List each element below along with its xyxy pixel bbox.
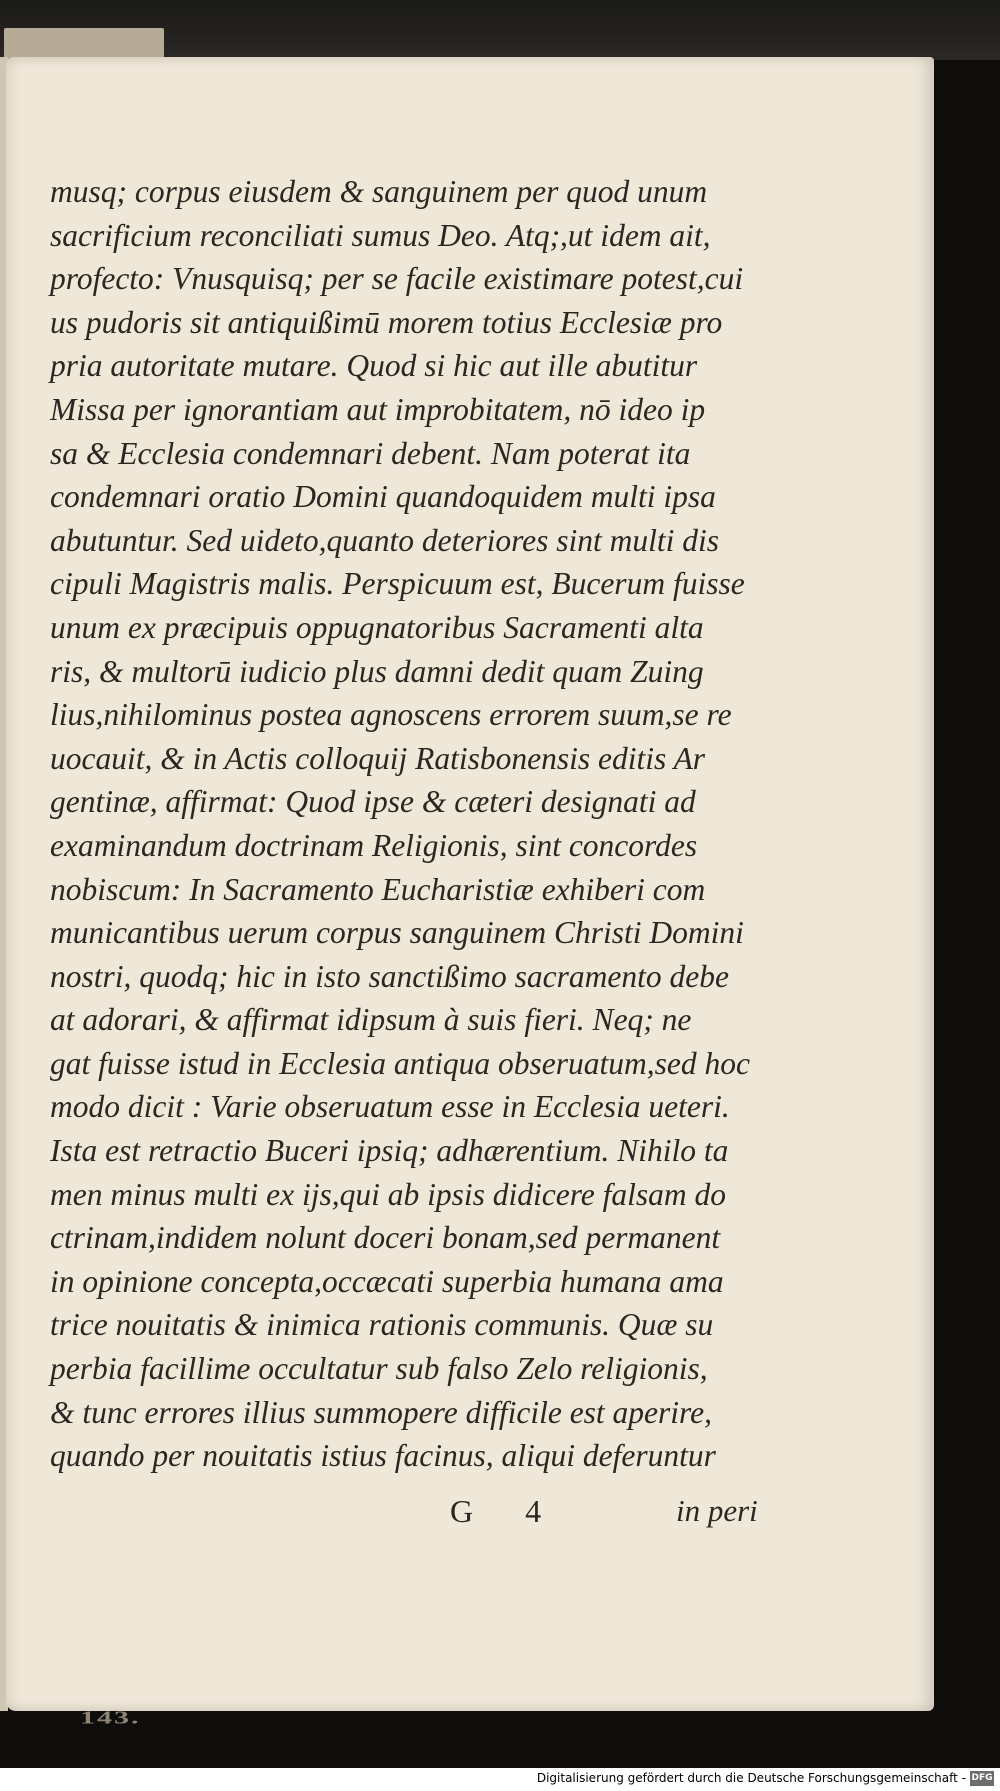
dfg-logo-icon: DFG	[970, 1771, 994, 1786]
text-line: nobiscum: In Sacramento Eucharistiæ exhiberi com	[50, 871, 706, 907]
text-line: trice nouitatis & inimica rationis communis. Quæ su	[50, 1307, 714, 1343]
previous-page-edge	[4, 28, 164, 60]
text-line: quando per nouitatis istius facinus, aliqui deferuntur	[50, 1438, 716, 1474]
text-line: perbia facillime occultatur sub falso Zelo religionis,	[50, 1351, 708, 1387]
text-line: municantibus uerum corpus sanguinem Christi Domini	[50, 915, 744, 951]
text-line: us pudoris sit antiquißimū morem totius Ecclesiæ pro	[50, 304, 723, 340]
catchword: in peri	[676, 1493, 758, 1528]
text-line: Missa per ignorantiam aut improbitatem, nō ideo ip	[50, 391, 706, 427]
text-line: examinandum doctrinam Religionis, sint concordes	[50, 827, 698, 863]
footer-credit-text: Digitalisierung gefördert durch die Deutsche Forschungsgemeinschaft -	[536, 1771, 966, 1785]
text-line: musq; corpus eiusdem & sanguinem per quod unum	[50, 174, 708, 209]
text-line: uocauit, & in Actis colloquij Ratisbonensis editis Ar	[50, 740, 706, 776]
text-line: sa & Ecclesia condemnari debent. Nam poterat ita	[50, 435, 691, 471]
text-line: ctrinam,indidem nolunt doceri bonam,sed permanent	[50, 1220, 721, 1256]
text-line: lius,nihilominus postea agnoscens errorem suum,se re	[50, 697, 732, 733]
text-line: profecto: Vnusquisq; per se facile existimare potest,cui	[50, 261, 744, 297]
digitization-footer	[0, 1768, 1000, 1791]
text-line: ris, & multorū iudicio plus damni dedit quam Zuing	[50, 653, 704, 689]
text-line: unum ex præcipuis oppugnatoribus Sacramenti alta	[50, 609, 704, 645]
text-line: in opinione concepta,occæcati superbia humana ama	[50, 1263, 724, 1299]
text-line: condemnari oratio Domini quandoquidem multi ipsa	[50, 479, 716, 515]
text-line: gentinæ, affirmat: Quod ipse & cæteri designati ad	[50, 784, 696, 820]
page-number-bleed: 143.	[80, 1708, 141, 1728]
text-line: abutuntur. Sed uideto,quanto deteriores sint multi dis	[50, 522, 720, 558]
text-line: pria autoritate mutare. Quod si hic aut ille abutitur	[50, 348, 698, 384]
text-line: Ista est retractio Buceri ipsiq; adhærentium. Nihilo ta	[50, 1133, 729, 1169]
text-line: men minus multi ex ijs,qui ab ipsis didicere falsam do	[50, 1176, 727, 1212]
text-line: nostri, quodq; hic in isto sanctißimo sacramento debe	[50, 958, 729, 994]
text-line: cipuli Magistris malis. Perspicuum est, Bucerum fuisse	[50, 566, 745, 602]
text-line: modo dicit : Varie obseruatum esse in Ecclesia ueteri.	[50, 1089, 730, 1125]
text-line: gat fuisse istud in Ecclesia antiqua obseruatum,sed hoc	[50, 1045, 750, 1081]
page-text	[50, 170, 818, 1478]
text-line: at adorari, & affirmat idipsum à suis fieri. Neq; ne	[50, 1002, 692, 1038]
text-line: & tunc errores illius summopere difficile est aperire,	[50, 1394, 712, 1430]
signature-mark: G 4	[450, 1493, 564, 1529]
text-line: sacrificium reconciliati sumus Deo. Atq;,ut idem ait,	[50, 217, 711, 253]
